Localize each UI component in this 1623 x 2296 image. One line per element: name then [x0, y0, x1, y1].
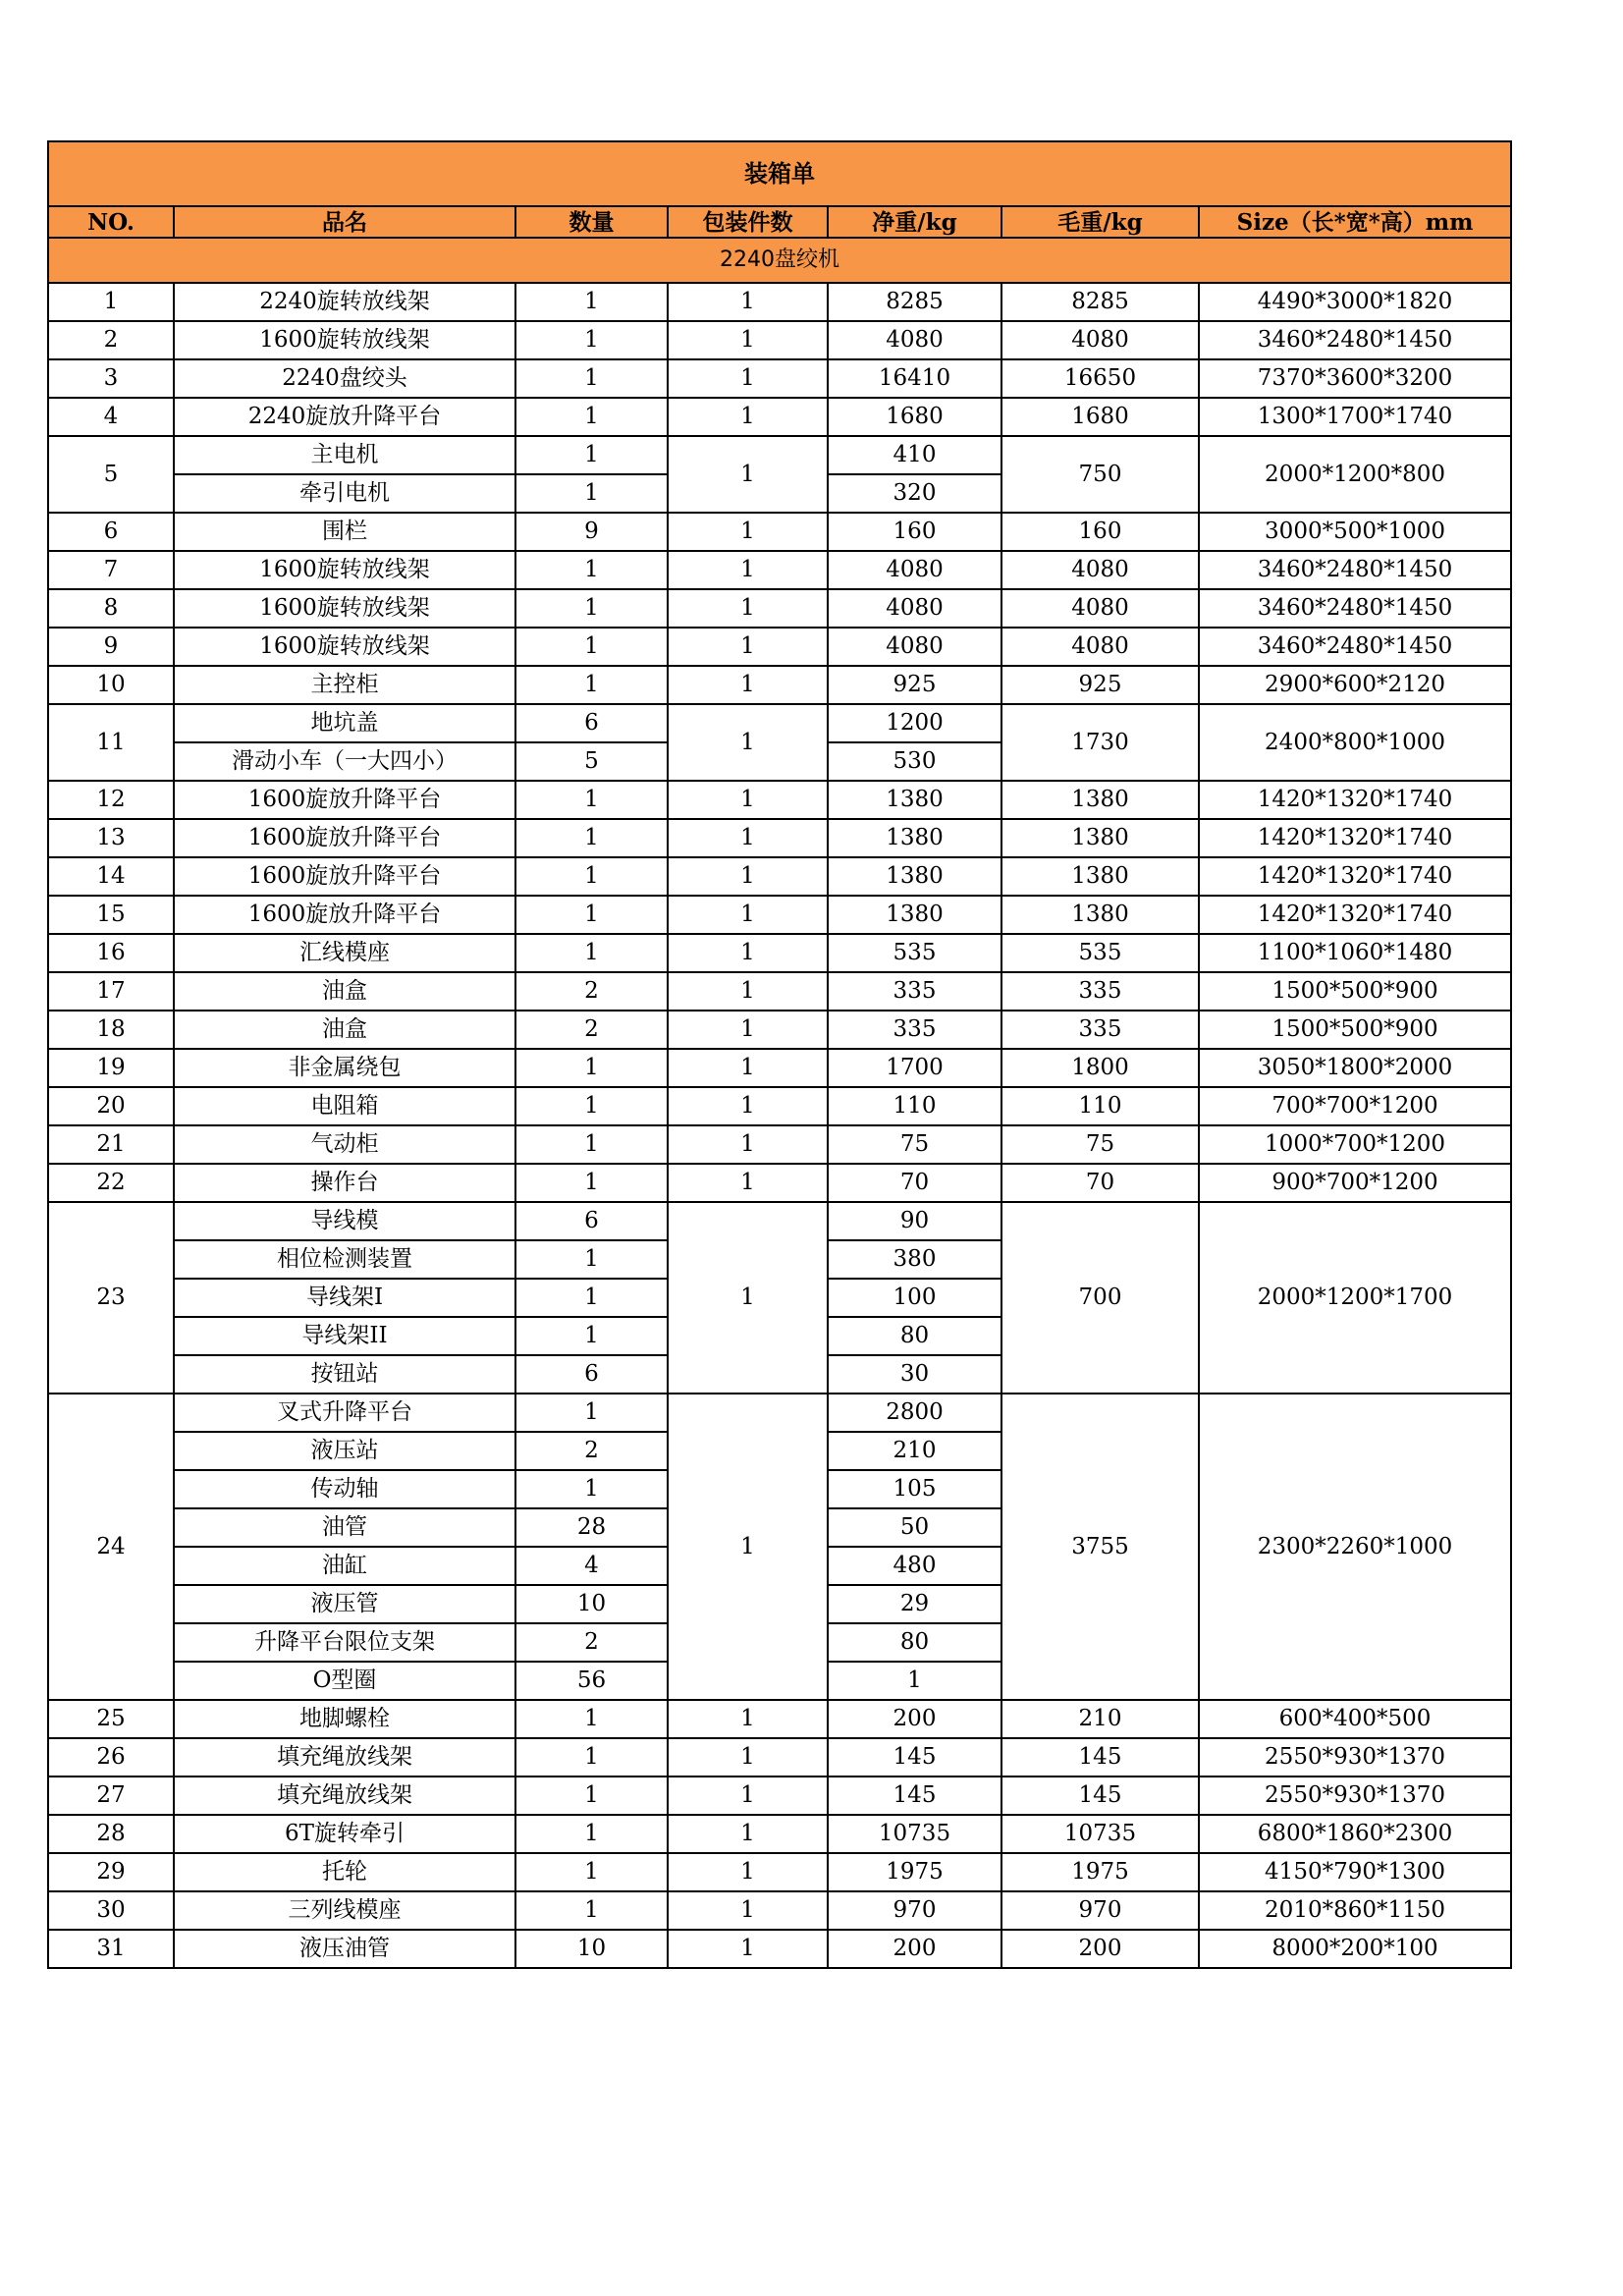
table-row — [48, 1049, 1511, 1087]
cell-gross-weight: 335 — [1001, 1011, 1199, 1049]
cell-net-weight: 200 — [828, 1700, 1001, 1738]
table-row — [48, 857, 1511, 896]
cell-name: 导线架II — [174, 1317, 515, 1355]
cell-qty: 1 — [515, 1049, 668, 1087]
cell-name: 液压站 — [174, 1432, 515, 1470]
cell-pieces: 1 — [668, 819, 828, 857]
cell-size: 900*700*1200 — [1199, 1164, 1511, 1202]
cell-no: 20 — [48, 1087, 174, 1125]
cell-qty: 10 — [515, 1585, 668, 1623]
cell-qty: 1 — [515, 474, 668, 513]
cell-qty: 1 — [515, 1240, 668, 1279]
cell-no: 8 — [48, 589, 174, 628]
cell-name: 填充绳放线架 — [174, 1738, 515, 1777]
table-row — [48, 1011, 1511, 1049]
cell-gross-weight: 200 — [1001, 1930, 1199, 1968]
cell-size: 4150*790*1300 — [1199, 1853, 1511, 1891]
cell-qty: 1 — [515, 896, 668, 934]
cell-net-weight: 320 — [828, 474, 1001, 513]
cell-name: 电阻箱 — [174, 1087, 515, 1125]
cell-gross-weight: 1975 — [1001, 1853, 1199, 1891]
cell-net-weight: 8285 — [828, 283, 1001, 321]
cell-qty: 2 — [515, 1011, 668, 1049]
cell-pieces: 1 — [668, 436, 828, 513]
cell-size: 700*700*1200 — [1199, 1087, 1511, 1125]
cell-gross-weight: 4080 — [1001, 551, 1199, 589]
cell-net-weight: 410 — [828, 436, 1001, 474]
cell-gross-weight: 10735 — [1001, 1815, 1199, 1853]
cell-no: 17 — [48, 972, 174, 1011]
cell-qty: 1 — [515, 589, 668, 628]
cell-name: O型圈 — [174, 1662, 515, 1700]
cell-qty: 5 — [515, 742, 668, 781]
cell-net-weight: 1975 — [828, 1853, 1001, 1891]
header-no: NO. — [48, 206, 174, 238]
cell-gross-weight: 145 — [1001, 1777, 1199, 1815]
cell-name: 按钮站 — [174, 1355, 515, 1394]
cell-pieces: 1 — [668, 857, 828, 896]
table-row — [48, 1853, 1511, 1891]
cell-qty: 1 — [515, 436, 668, 474]
cell-gross-weight: 8285 — [1001, 283, 1199, 321]
header-qty: 数量 — [515, 206, 668, 238]
cell-no: 1 — [48, 283, 174, 321]
cell-qty: 1 — [515, 1815, 668, 1853]
cell-net-weight: 530 — [828, 742, 1001, 781]
cell-net-weight: 1200 — [828, 704, 1001, 742]
cell-size: 3050*1800*2000 — [1199, 1049, 1511, 1087]
cell-qty: 1 — [515, 1853, 668, 1891]
cell-pieces: 1 — [668, 1164, 828, 1202]
packing-list-sheet — [47, 140, 1510, 1969]
cell-size: 2000*1200*800 — [1199, 436, 1511, 513]
cell-net-weight: 70 — [828, 1164, 1001, 1202]
cell-name: 1600旋放升降平台 — [174, 781, 515, 819]
cell-pieces: 1 — [668, 934, 828, 972]
cell-no: 5 — [48, 436, 174, 513]
table-row — [48, 934, 1511, 972]
cell-size: 8000*200*100 — [1199, 1930, 1511, 1968]
cell-no: 29 — [48, 1853, 174, 1891]
table-row — [48, 972, 1511, 1011]
cell-net-weight: 30 — [828, 1355, 1001, 1394]
cell-gross-weight: 1380 — [1001, 781, 1199, 819]
cell-qty: 1 — [515, 1891, 668, 1930]
cell-no: 27 — [48, 1777, 174, 1815]
cell-net-weight: 80 — [828, 1317, 1001, 1355]
cell-name: 6T旋转牵引 — [174, 1815, 515, 1853]
cell-qty: 1 — [515, 781, 668, 819]
cell-gross-weight: 1800 — [1001, 1049, 1199, 1087]
cell-size: 3460*2480*1450 — [1199, 628, 1511, 666]
cell-pieces: 1 — [668, 589, 828, 628]
cell-size: 1100*1060*1480 — [1199, 934, 1511, 972]
cell-pieces: 1 — [668, 704, 828, 781]
cell-qty: 1 — [515, 551, 668, 589]
cell-gross-weight: 210 — [1001, 1700, 1199, 1738]
cell-pieces: 1 — [668, 551, 828, 589]
cell-size: 3460*2480*1450 — [1199, 551, 1511, 589]
section-title: 2240盘绞机 — [48, 238, 1511, 283]
cell-net-weight: 925 — [828, 666, 1001, 704]
cell-name: 1600旋转放线架 — [174, 551, 515, 589]
cell-size: 3000*500*1000 — [1199, 513, 1511, 551]
cell-name: 1600旋放升降平台 — [174, 819, 515, 857]
cell-no: 9 — [48, 628, 174, 666]
cell-gross-weight: 970 — [1001, 1891, 1199, 1930]
cell-name: 1600旋放升降平台 — [174, 857, 515, 896]
cell-gross-weight: 1680 — [1001, 398, 1199, 436]
header-row — [48, 206, 1511, 238]
table-row — [48, 513, 1511, 551]
cell-qty: 4 — [515, 1547, 668, 1585]
cell-net-weight: 1380 — [828, 819, 1001, 857]
cell-size: 1420*1320*1740 — [1199, 819, 1511, 857]
cell-qty: 1 — [515, 1087, 668, 1125]
cell-name: 托轮 — [174, 1853, 515, 1891]
cell-gross-weight: 750 — [1001, 436, 1199, 513]
header-gross-weight: 毛重/kg — [1001, 206, 1199, 238]
cell-size: 3460*2480*1450 — [1199, 321, 1511, 359]
cell-net-weight: 105 — [828, 1470, 1001, 1508]
cell-size: 3460*2480*1450 — [1199, 589, 1511, 628]
cell-name: 1600旋放升降平台 — [174, 896, 515, 934]
cell-qty: 1 — [515, 283, 668, 321]
cell-no: 6 — [48, 513, 174, 551]
cell-pieces: 1 — [668, 321, 828, 359]
cell-no: 30 — [48, 1891, 174, 1930]
cell-name: 相位检测装置 — [174, 1240, 515, 1279]
cell-no: 13 — [48, 819, 174, 857]
cell-net-weight: 4080 — [828, 551, 1001, 589]
cell-pieces: 1 — [668, 1738, 828, 1777]
cell-net-weight: 200 — [828, 1930, 1001, 1968]
cell-no: 21 — [48, 1125, 174, 1164]
cell-no: 7 — [48, 551, 174, 589]
table-row — [48, 1202, 1511, 1240]
cell-pieces: 1 — [668, 1011, 828, 1049]
cell-size: 2400*800*1000 — [1199, 704, 1511, 781]
cell-qty: 1 — [515, 359, 668, 398]
cell-gross-weight: 1380 — [1001, 857, 1199, 896]
table-row — [48, 1394, 1511, 1432]
cell-net-weight: 535 — [828, 934, 1001, 972]
cell-name: 液压管 — [174, 1585, 515, 1623]
cell-size: 2550*930*1370 — [1199, 1777, 1511, 1815]
header-net-weight: 净重/kg — [828, 206, 1001, 238]
cell-gross-weight: 70 — [1001, 1164, 1199, 1202]
cell-gross-weight: 160 — [1001, 513, 1199, 551]
cell-name: 油盒 — [174, 1011, 515, 1049]
cell-name: 主电机 — [174, 436, 515, 474]
table-row — [48, 283, 1511, 321]
cell-name: 1600旋转放线架 — [174, 321, 515, 359]
table-row — [48, 1815, 1511, 1853]
header-pieces: 包装件数 — [668, 206, 828, 238]
cell-net-weight: 10735 — [828, 1815, 1001, 1853]
cell-no: 15 — [48, 896, 174, 934]
cell-net-weight: 50 — [828, 1508, 1001, 1547]
cell-net-weight: 80 — [828, 1623, 1001, 1662]
cell-name: 油缸 — [174, 1547, 515, 1585]
cell-name: 2240旋放升降平台 — [174, 398, 515, 436]
cell-qty: 1 — [515, 1279, 668, 1317]
cell-qty: 1 — [515, 857, 668, 896]
table-row — [48, 704, 1511, 742]
cell-gross-weight: 925 — [1001, 666, 1199, 704]
cell-net-weight: 2800 — [828, 1394, 1001, 1432]
cell-name: 地脚螺栓 — [174, 1700, 515, 1738]
cell-name: 升降平台限位支架 — [174, 1623, 515, 1662]
cell-net-weight: 29 — [828, 1585, 1001, 1623]
cell-name: 气动柜 — [174, 1125, 515, 1164]
cell-qty: 2 — [515, 972, 668, 1011]
cell-gross-weight: 145 — [1001, 1738, 1199, 1777]
cell-net-weight: 4080 — [828, 589, 1001, 628]
cell-no: 24 — [48, 1394, 174, 1700]
cell-pieces: 1 — [668, 972, 828, 1011]
cell-net-weight: 145 — [828, 1738, 1001, 1777]
cell-qty: 1 — [515, 1738, 668, 1777]
cell-qty: 1 — [515, 398, 668, 436]
cell-net-weight: 1 — [828, 1662, 1001, 1700]
cell-net-weight: 90 — [828, 1202, 1001, 1240]
cell-gross-weight: 1380 — [1001, 896, 1199, 934]
cell-gross-weight: 535 — [1001, 934, 1199, 972]
cell-net-weight: 75 — [828, 1125, 1001, 1164]
table-row — [48, 436, 1511, 474]
table-row — [48, 1700, 1511, 1738]
cell-pieces: 1 — [668, 398, 828, 436]
cell-net-weight: 110 — [828, 1087, 1001, 1125]
cell-name: 1600旋转放线架 — [174, 628, 515, 666]
cell-qty: 1 — [515, 666, 668, 704]
cell-name: 滑动小车（一大四小） — [174, 742, 515, 781]
cell-gross-weight: 335 — [1001, 972, 1199, 1011]
cell-name: 油管 — [174, 1508, 515, 1547]
cell-size: 1500*500*900 — [1199, 1011, 1511, 1049]
cell-name: 2240盘绞头 — [174, 359, 515, 398]
cell-name: 导线架I — [174, 1279, 515, 1317]
cell-gross-weight: 1730 — [1001, 704, 1199, 781]
cell-gross-weight: 3755 — [1001, 1394, 1199, 1700]
cell-gross-weight: 700 — [1001, 1202, 1199, 1394]
cell-net-weight: 210 — [828, 1432, 1001, 1470]
cell-name: 主控柜 — [174, 666, 515, 704]
table-row — [48, 1930, 1511, 1968]
cell-name: 填充绳放线架 — [174, 1777, 515, 1815]
cell-net-weight: 335 — [828, 972, 1001, 1011]
packing-list-table — [47, 140, 1512, 1969]
cell-size: 2000*1200*1700 — [1199, 1202, 1511, 1394]
cell-size: 7370*3600*3200 — [1199, 359, 1511, 398]
table-row — [48, 819, 1511, 857]
cell-net-weight: 480 — [828, 1547, 1001, 1585]
cell-pieces: 1 — [668, 628, 828, 666]
cell-size: 2550*930*1370 — [1199, 1738, 1511, 1777]
cell-net-weight: 4080 — [828, 628, 1001, 666]
cell-no: 19 — [48, 1049, 174, 1087]
cell-gross-weight: 110 — [1001, 1087, 1199, 1125]
cell-name: 叉式升降平台 — [174, 1394, 515, 1432]
cell-pieces: 1 — [668, 1815, 828, 1853]
cell-net-weight: 1680 — [828, 398, 1001, 436]
cell-pieces: 1 — [668, 1853, 828, 1891]
cell-qty: 1 — [515, 1164, 668, 1202]
cell-no: 18 — [48, 1011, 174, 1049]
cell-net-weight: 160 — [828, 513, 1001, 551]
cell-name: 传动轴 — [174, 1470, 515, 1508]
cell-qty: 1 — [515, 1470, 668, 1508]
table-row — [48, 666, 1511, 704]
cell-gross-weight: 4080 — [1001, 628, 1199, 666]
cell-qty: 2 — [515, 1623, 668, 1662]
cell-net-weight: 1380 — [828, 896, 1001, 934]
cell-pieces: 1 — [668, 1202, 828, 1394]
cell-qty: 9 — [515, 513, 668, 551]
cell-no: 31 — [48, 1930, 174, 1968]
cell-name: 操作台 — [174, 1164, 515, 1202]
table-row — [48, 1891, 1511, 1930]
cell-net-weight: 1380 — [828, 781, 1001, 819]
cell-size: 1000*700*1200 — [1199, 1125, 1511, 1164]
cell-pieces: 1 — [668, 1777, 828, 1815]
cell-net-weight: 1380 — [828, 857, 1001, 896]
cell-qty: 2 — [515, 1432, 668, 1470]
cell-no: 25 — [48, 1700, 174, 1738]
cell-qty: 1 — [515, 628, 668, 666]
cell-qty: 1 — [515, 1125, 668, 1164]
cell-name: 三列线模座 — [174, 1891, 515, 1930]
table-title: 装箱单 — [48, 141, 1511, 206]
table-row — [48, 628, 1511, 666]
cell-name: 围栏 — [174, 513, 515, 551]
cell-pieces: 1 — [668, 781, 828, 819]
cell-size: 4490*3000*1820 — [1199, 283, 1511, 321]
cell-net-weight: 16410 — [828, 359, 1001, 398]
header-name: 品名 — [174, 206, 515, 238]
table-row — [48, 321, 1511, 359]
cell-qty: 6 — [515, 704, 668, 742]
cell-pieces: 1 — [668, 1700, 828, 1738]
cell-name: 1600旋转放线架 — [174, 589, 515, 628]
table-row — [48, 1738, 1511, 1777]
cell-size: 1500*500*900 — [1199, 972, 1511, 1011]
cell-size: 1420*1320*1740 — [1199, 857, 1511, 896]
cell-size: 1420*1320*1740 — [1199, 781, 1511, 819]
table-row — [48, 1087, 1511, 1125]
cell-size: 2300*2260*1000 — [1199, 1394, 1511, 1700]
cell-net-weight: 4080 — [828, 321, 1001, 359]
cell-gross-weight: 4080 — [1001, 589, 1199, 628]
cell-pieces: 1 — [668, 1891, 828, 1930]
table-row — [48, 781, 1511, 819]
header-size: Size（长*宽*高）mm — [1199, 206, 1511, 238]
cell-qty: 1 — [515, 1317, 668, 1355]
cell-pieces: 1 — [668, 513, 828, 551]
cell-pieces: 1 — [668, 1087, 828, 1125]
cell-qty: 1 — [515, 819, 668, 857]
cell-gross-weight: 4080 — [1001, 321, 1199, 359]
cell-gross-weight: 75 — [1001, 1125, 1199, 1164]
cell-qty: 6 — [515, 1202, 668, 1240]
table-row — [48, 1125, 1511, 1164]
cell-net-weight: 100 — [828, 1279, 1001, 1317]
cell-no: 16 — [48, 934, 174, 972]
cell-name: 汇线模座 — [174, 934, 515, 972]
cell-name: 油盒 — [174, 972, 515, 1011]
cell-name: 2240旋转放线架 — [174, 283, 515, 321]
cell-net-weight: 335 — [828, 1011, 1001, 1049]
table-row — [48, 551, 1511, 589]
cell-name: 导线模 — [174, 1202, 515, 1240]
cell-size: 1420*1320*1740 — [1199, 896, 1511, 934]
cell-pieces: 1 — [668, 1394, 828, 1700]
cell-no: 23 — [48, 1202, 174, 1394]
cell-pieces: 1 — [668, 1930, 828, 1968]
cell-no: 2 — [48, 321, 174, 359]
cell-name: 液压油管 — [174, 1930, 515, 1968]
cell-gross-weight: 1380 — [1001, 819, 1199, 857]
cell-size: 1300*1700*1740 — [1199, 398, 1511, 436]
cell-qty: 1 — [515, 1777, 668, 1815]
cell-net-weight: 970 — [828, 1891, 1001, 1930]
cell-qty: 1 — [515, 1394, 668, 1432]
cell-size: 6800*1860*2300 — [1199, 1815, 1511, 1853]
cell-no: 3 — [48, 359, 174, 398]
cell-no: 28 — [48, 1815, 174, 1853]
cell-no: 14 — [48, 857, 174, 896]
table-row — [48, 589, 1511, 628]
table-row — [48, 1164, 1511, 1202]
cell-no: 26 — [48, 1738, 174, 1777]
table-row — [48, 896, 1511, 934]
cell-no: 22 — [48, 1164, 174, 1202]
cell-no: 11 — [48, 704, 174, 781]
cell-qty: 6 — [515, 1355, 668, 1394]
cell-net-weight: 1700 — [828, 1049, 1001, 1087]
cell-net-weight: 145 — [828, 1777, 1001, 1815]
cell-name: 牵引电机 — [174, 474, 515, 513]
cell-size: 600*400*500 — [1199, 1700, 1511, 1738]
table-row — [48, 1777, 1511, 1815]
cell-gross-weight: 16650 — [1001, 359, 1199, 398]
table-row — [48, 359, 1511, 398]
cell-name: 地坑盖 — [174, 704, 515, 742]
cell-pieces: 1 — [668, 1049, 828, 1087]
cell-pieces: 1 — [668, 1125, 828, 1164]
table-row — [48, 398, 1511, 436]
cell-qty: 1 — [515, 321, 668, 359]
cell-no: 4 — [48, 398, 174, 436]
cell-pieces: 1 — [668, 283, 828, 321]
cell-pieces: 1 — [668, 896, 828, 934]
cell-size: 2010*860*1150 — [1199, 1891, 1511, 1930]
cell-name: 非金属绕包 — [174, 1049, 515, 1087]
cell-pieces: 1 — [668, 666, 828, 704]
cell-net-weight: 380 — [828, 1240, 1001, 1279]
cell-qty: 1 — [515, 1700, 668, 1738]
cell-size: 2900*600*2120 — [1199, 666, 1511, 704]
cell-pieces: 1 — [668, 359, 828, 398]
cell-qty: 10 — [515, 1930, 668, 1968]
cell-no: 12 — [48, 781, 174, 819]
cell-no: 10 — [48, 666, 174, 704]
cell-qty: 1 — [515, 934, 668, 972]
cell-qty: 28 — [515, 1508, 668, 1547]
cell-qty: 56 — [515, 1662, 668, 1700]
